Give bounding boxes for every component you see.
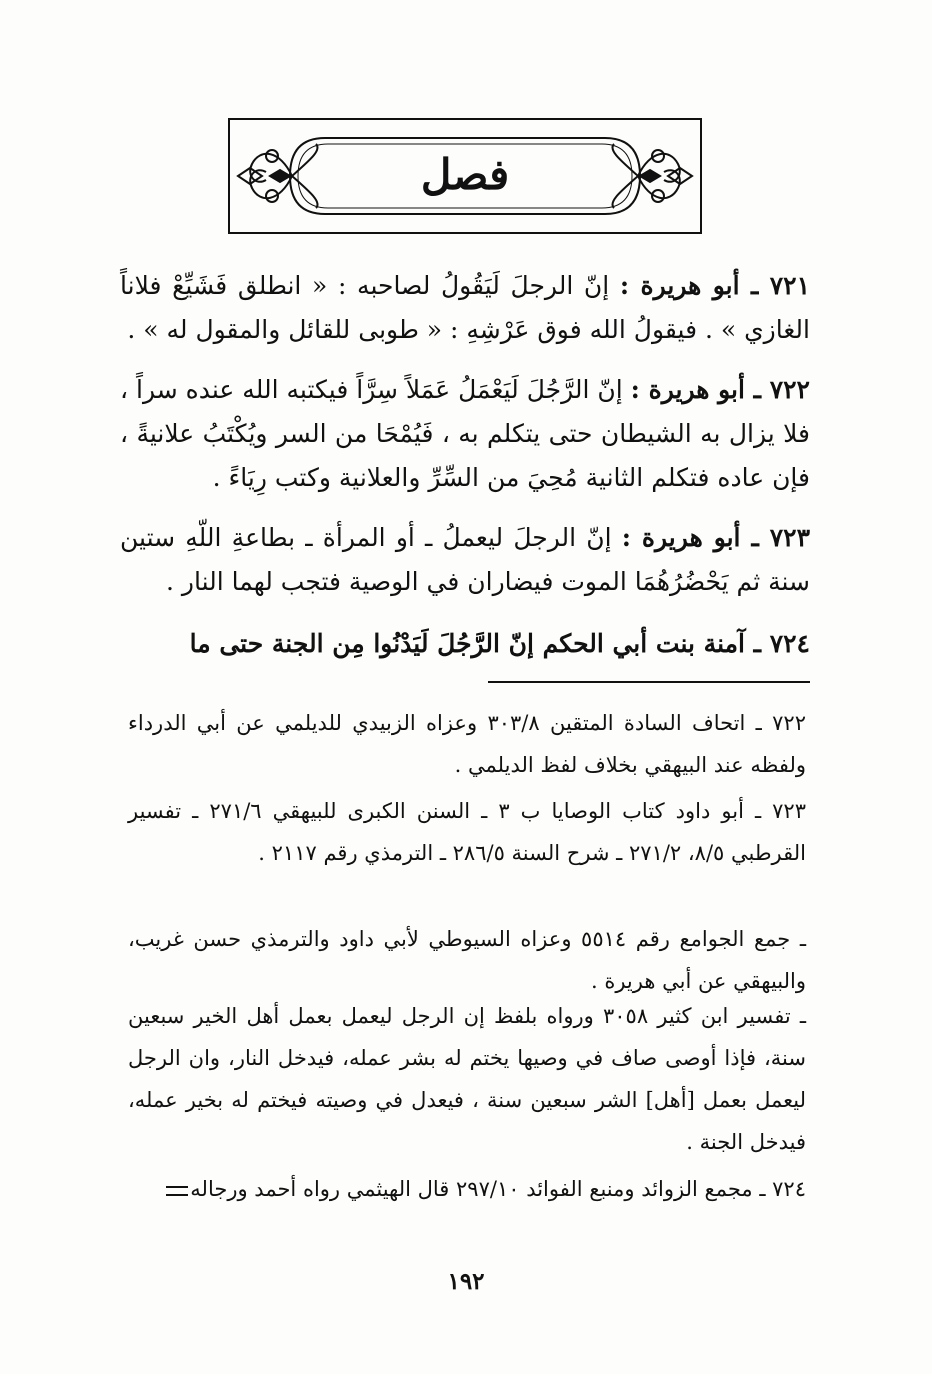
continuation-mark (166, 1186, 188, 1196)
hadith-narrator: ٧٢٤ ـ آمنة بنت أبي الحكم (542, 629, 810, 658)
hadith-entry (120, 368, 810, 500)
page-number: ١٩٢ (447, 1268, 485, 1295)
footnote: ـ جمع الجوامع رقم ٥٥١٤ وعزاه السيوطي لأبي داود والترمذي حسن غريب، والبيهقي عن أبي هريرة . (128, 927, 806, 993)
hadith-narrator: ٧٢٢ ـ أبو هريرة : (630, 375, 810, 404)
hadith-text: إنّ الرجلَ ليعملُ ـ أو المرأة ـ بطاعةِ اللّهِ ستين سنة ثم يَحْضُرُهُمَا الموت فيضاران في الوصية فتجب لهما النار . (120, 523, 810, 596)
hadith-text: إنّ الرجلَ لَيَقُولُ لصاحبه : « انطلق فَشَيِّعْ فلاناً الغازي » . فيقولُ الله فوق عَرْشِهِ : « طوبى للقائل والمقول له » . (120, 271, 810, 344)
hadith-text: إنّ الرَّجُلَ لَيَعْمَلُ عَمَلاً سِرَّاً فيكتبه الله عنده سراً ، فلا يزال به الشيطان حتى يتكلم به ، فَيُمْحَا من السر ويُكْتَبُ علانيةً ، فإن عاده فتكلم الثانية مُحِيَ من السِّرِّ والعلانية وكتب رِيَاءً . (120, 375, 810, 492)
hadith-narrator: ٧٢١ ـ أبو هريرة : (619, 271, 811, 300)
hadith-narrator: ٧٢٣ ـ أبو هريرة : (621, 523, 811, 552)
hadith-entry (120, 622, 810, 666)
footnote: ٧٢٣ ـ أبو داود كتاب الوصايا ب ٣ ـ السنن الكبرى للبيهقي ٢٧١/٦ ـ تفسير القرطبي ٨/٥، ٢٧١/٢ ـ شرح السنة ٢٨٦/٥ ـ الترمذي رقم ٢١١٧ . (128, 799, 806, 865)
footnote-separator (488, 681, 810, 683)
footnote: ٧٢٢ ـ اتحاف السادة المتقين ٣٠٣/٨ وعزاه الزبيدي للديلمي عن أبي الدرداء ولفظه عند البيهقي بخلاف لفظ الديلمي . (128, 711, 806, 777)
hadith-entry (120, 516, 810, 604)
footnote (116, 1168, 806, 1210)
section-title: فصل (420, 150, 510, 199)
hadith-text: إنّ الرَّجُلَ لَيَدْنُوا مِن الجنة حتى ما (189, 629, 543, 658)
hadith-entry (120, 264, 810, 352)
section-heading-frame (228, 118, 702, 234)
footnote-text: ٧٢٤ ـ مجمع الزوائد ومنبع الفوائد ٢٩٧/١٠ قال الهيثمي رواه أحمد ورجاله (190, 1177, 806, 1201)
footnote: ـ تفسير ابن كثير ٣٠٥٨ ورواه بلفظ إن الرجل ليعمل بعمل أهل الخير سبعين سنة، فإذا أوصى صاف في وصيها يختم له بشر عمله، فيدخل النار، وان الرجل ليعمل بعمل [أهل] الشر سبعين سنة ، فيعدل في وصيته فيختم له بخير عمله، فيدخل الجنة . (128, 1004, 807, 1154)
